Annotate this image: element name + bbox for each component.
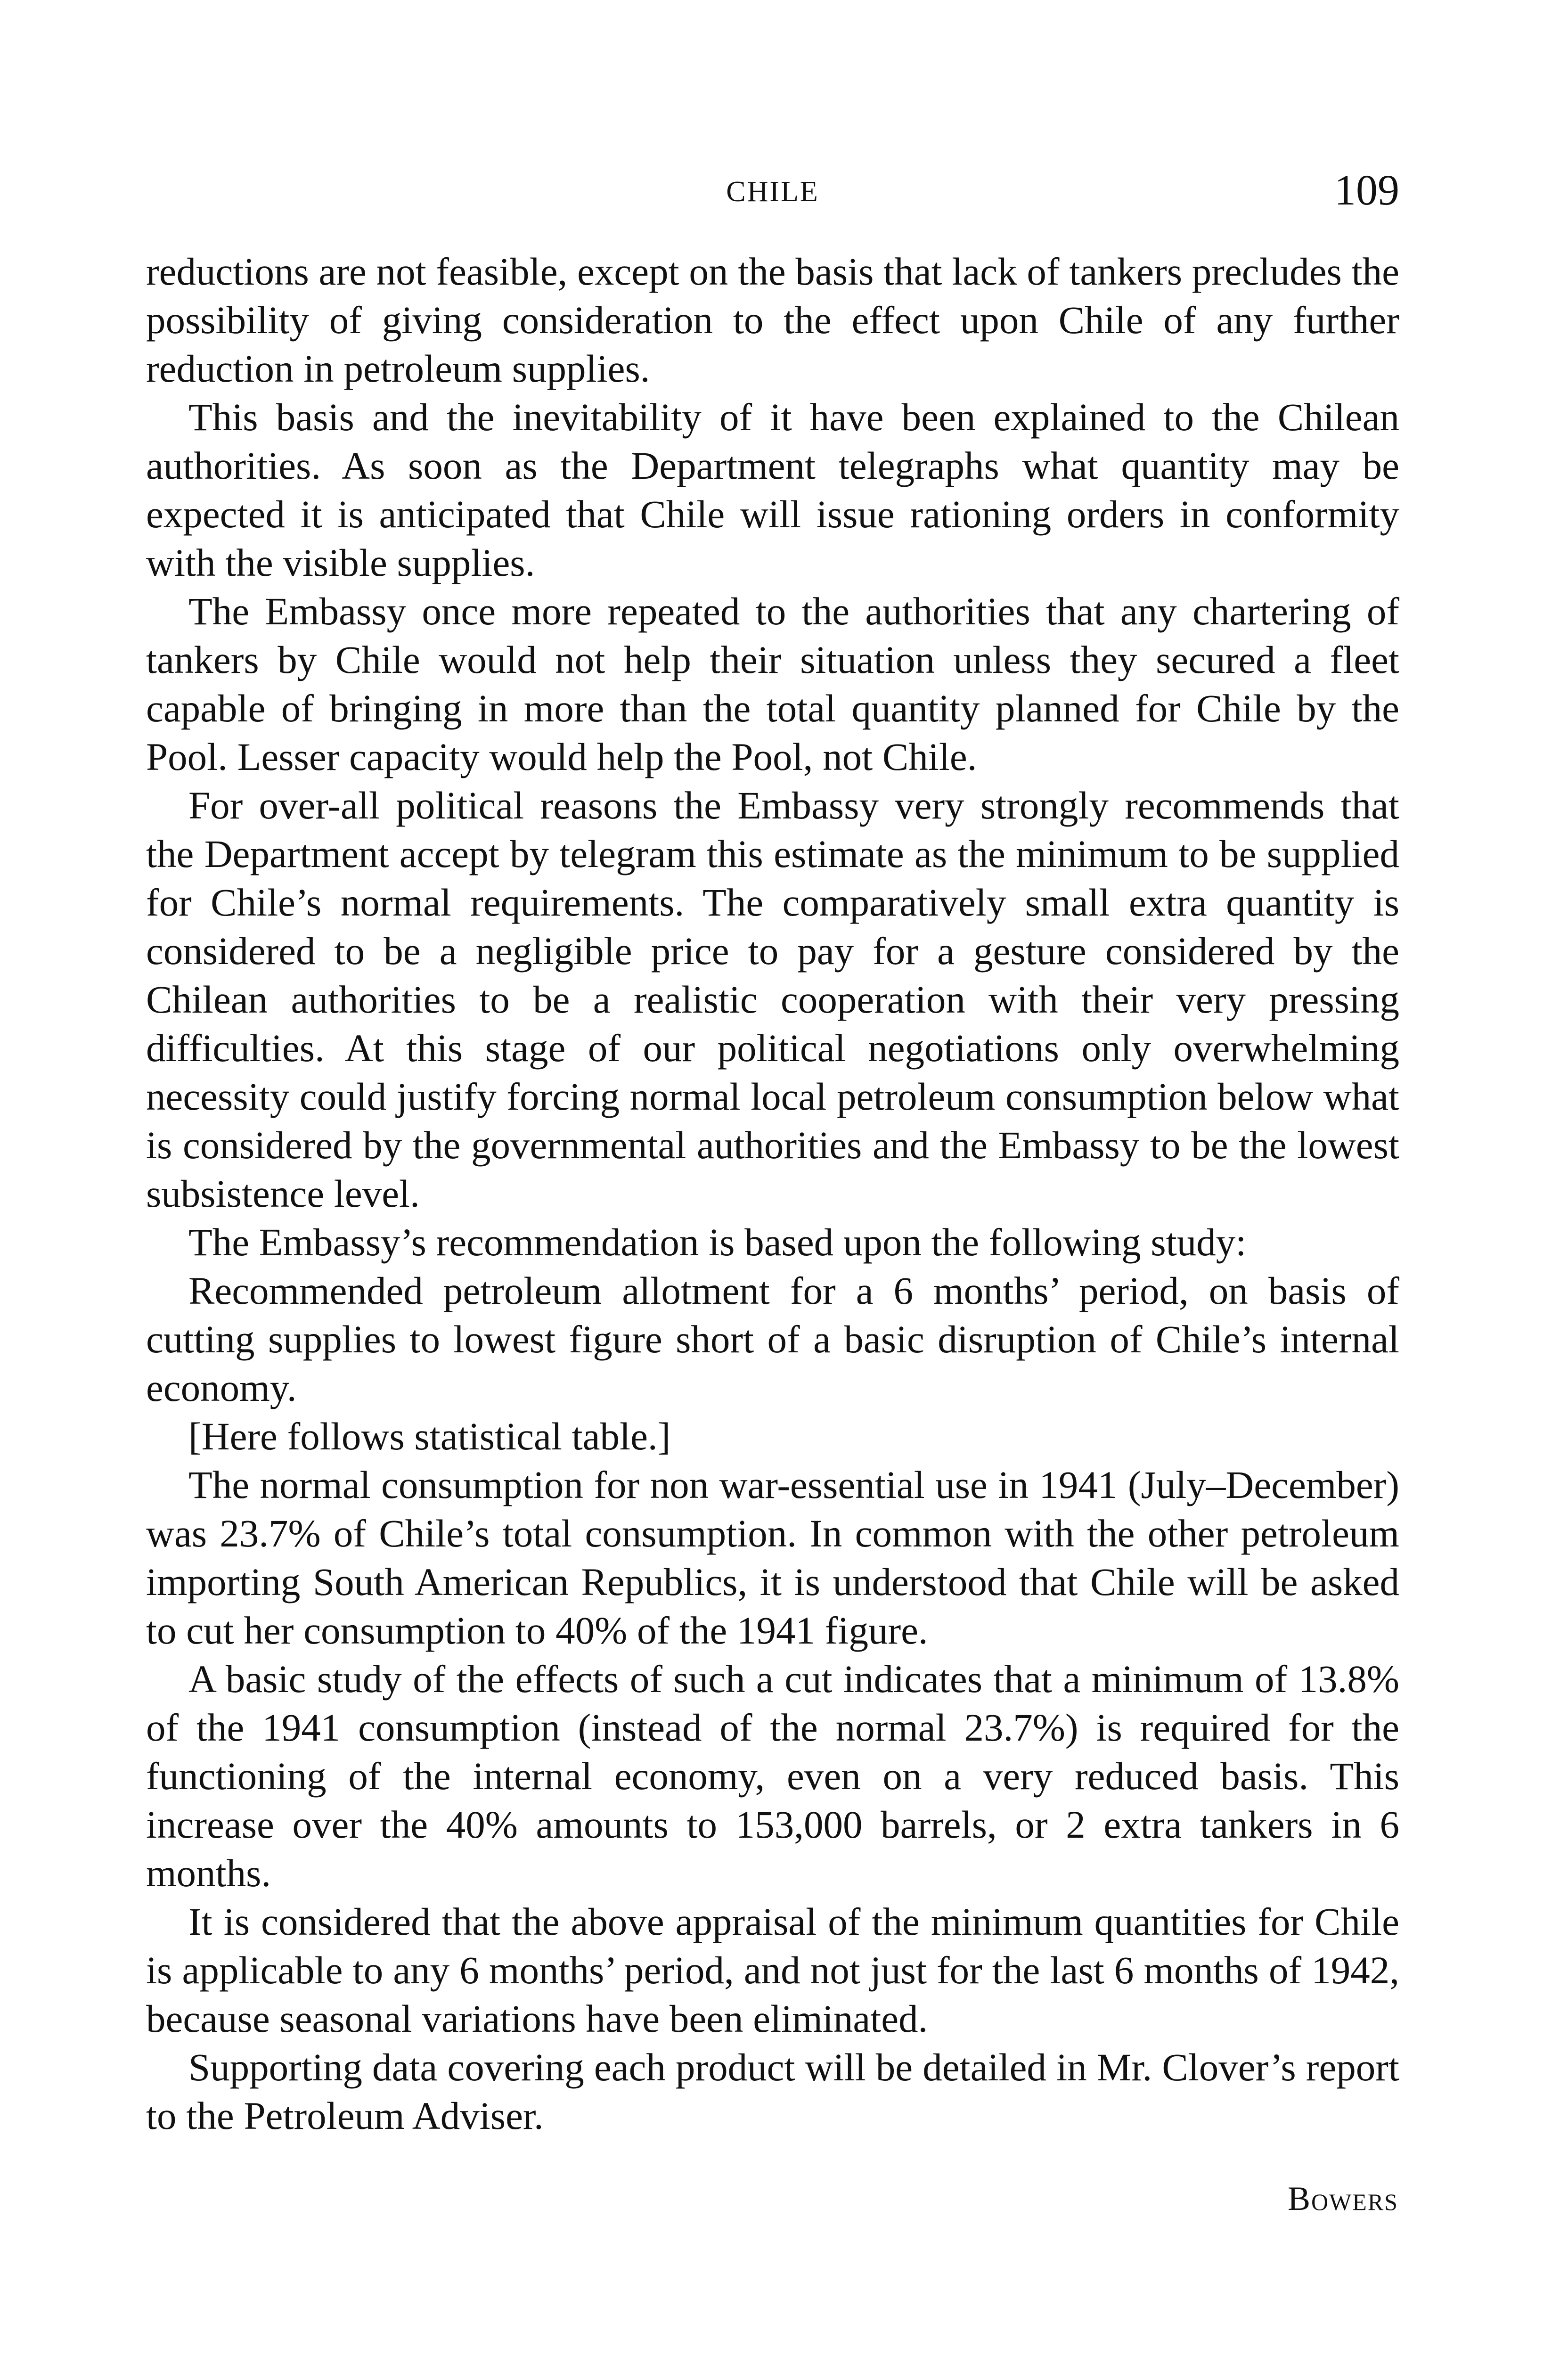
paragraph-10: It is considered that the above appraisal of the minimum quantities for Chile is applicable to any 6 months’ period, and not just for the last 6 months of 1942, because seasonal variations have been eliminated. xyxy=(146,1900,1399,2040)
paragraph-3: The Embassy once more repeated to the authorities that any chartering of tankers by Chile would not help their situation unless they secured a fleet capable of bringing in more than the total quantity planned for Chile by the Pool. Lesser capacity would help the Pool, not Chile. xyxy=(146,589,1399,778)
editorial-note: [Here follows statistical table.] xyxy=(188,1415,671,1458)
paragraph-2: This basis and the inevitability of it have been explained to the Chilean authorities. As soon as the Department telegraphs what quantity may be expected it is anticipated that Chile will issue rationing orders in conformity with the visible supplies. xyxy=(146,395,1399,584)
paragraph-9: A basic study of the effects of such a cut indicates that a minimum of 13.8% of the 1941 consumption (instead of the normal 23.7%) is required for the functioning of the internal economy, even on a very reduced basis. This increase over the 40% amounts to 153,000 barrels, or 2 extra tankers in 6 months. xyxy=(146,1657,1399,1895)
signature: Bowers xyxy=(1287,2180,1398,2217)
paragraph-6: Recommended petroleum allotment for a 6 months’ period, on basis of cutting supplies to lowest figure short of a basic disruption of Chile’s internal economy. xyxy=(146,1269,1399,1409)
page-header xyxy=(146,165,1399,221)
paragraph-4: For over-all political reasons the Embassy very strongly recommends that the Department accept by telegram this estimate as the minimum to be supplied for Chile’s normal requirements. The comparatively small extra quantity is considered to be a negligible price to pay for a gesture considered by the Chilean authorities to be a realistic cooperation with their very pressing difficulties. At this stage of our political negotiations only overwhelming necessity could justify forcing normal local petroleum consumption below what is considered by the governmental authorities and the Embassy to be the lowest subsistence level. xyxy=(146,784,1399,1215)
paragraph-11: Supporting data covering each product will be detailed in Mr. Clover’s report to the Petroleum Adviser. xyxy=(146,2045,1399,2137)
page-number: 109 xyxy=(1334,166,1399,214)
body-text xyxy=(146,247,1399,2140)
paragraph-5: The Embassy’s recommendation is based upon the following study: xyxy=(188,1220,1247,1264)
paragraph-8: The normal consumption for non war-essential use in 1941 (July–December) was 23.7% of Chile’s total consumption. In common with the other petroleum importing South American Republics, it is understood that Chile will be asked to cut her consumption to 40% of the 1941 figure. xyxy=(146,1463,1399,1652)
running-head: CHILE xyxy=(726,176,819,208)
paragraph-1: reductions are not feasible, except on the basis that lack of tankers precludes the possibility of giving consideration to the effect upon Chile of any further reduction in petroleum supplies. xyxy=(146,250,1399,390)
